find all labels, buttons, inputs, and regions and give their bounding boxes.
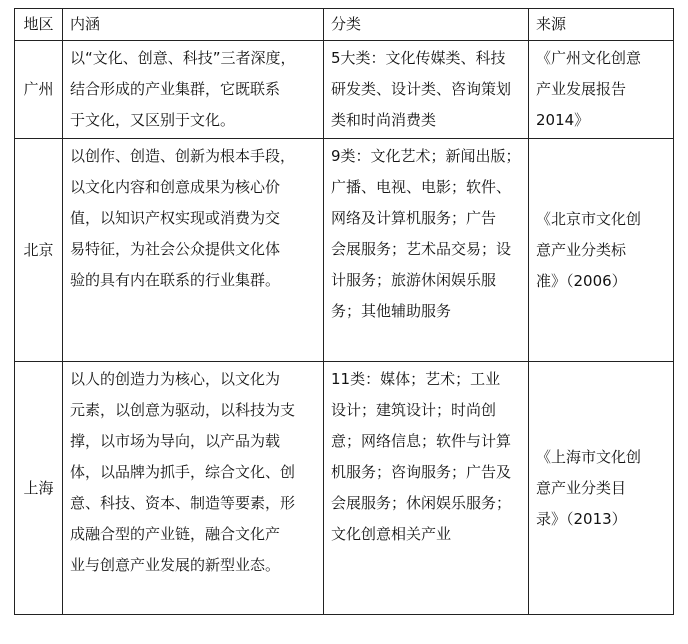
region-cell: 上海 [15,362,63,615]
category-cell: 9类：文化艺术；新闻出版； 广播、电视、电影；软件、 网络及计算机服务；广告 会展服务；艺术品交易；设 计服务；旅游休闲娱乐服 务；其他辅助服务 [324,139,529,362]
source-cell: 《广州文化创意 产业发展报告 2014》 [529,41,674,139]
connotation-cell: 以“文化、创意、科技”三者深度， 结合形成的产业集群，它既联系 于文化，又区别于文化。 [63,41,324,139]
header-category: 分类 [324,9,529,41]
category-cell: 5大类：文化传媒类、科技 研发类、设计类、咨询策划 类和时尚消费类 [324,41,529,139]
table-row [15,362,674,615]
region-cell: 北京 [15,139,63,362]
connotation-cell: 以创作、创造、创新为根本手段， 以文化内容和创意成果为核心价 值，以知识产权实现或消费为交 易特征，为社会公众提供文化体 验的具有内在联系的行业集群。 [63,139,324,362]
header-connotation: 内涵 [63,9,324,41]
table-row [15,41,674,139]
header-region: 地区 [15,9,63,41]
source-cell: 《北京市文化创 意产业分类标 准》（2006） [529,139,674,362]
table-row [15,139,674,362]
source-cell: 《上海市文化创 意产业分类目 录》（2013） [529,362,674,615]
comparison-table [14,8,674,615]
table-header-row [15,9,674,41]
header-source: 来源 [529,9,674,41]
connotation-cell: 以人的创造力为核心，以文化为 元素，以创意为驱动，以科技为支 撑，以市场为导向，以产品为载 体，以品牌为抓手，综合文化、创 意、科技、资本、制造等要素，形 成融合型的产业链，融合文化产 业与创意产业发展的新型业态。 [63,362,324,615]
category-cell: 11类：媒体；艺术；工业 设计；建筑设计；时尚创 意；网络信息；软件与计算 机服务；咨询服务；广告及 会展服务；休闲娱乐服务； 文化创意相关产业 [324,362,529,615]
region-cell: 广州 [15,41,63,139]
